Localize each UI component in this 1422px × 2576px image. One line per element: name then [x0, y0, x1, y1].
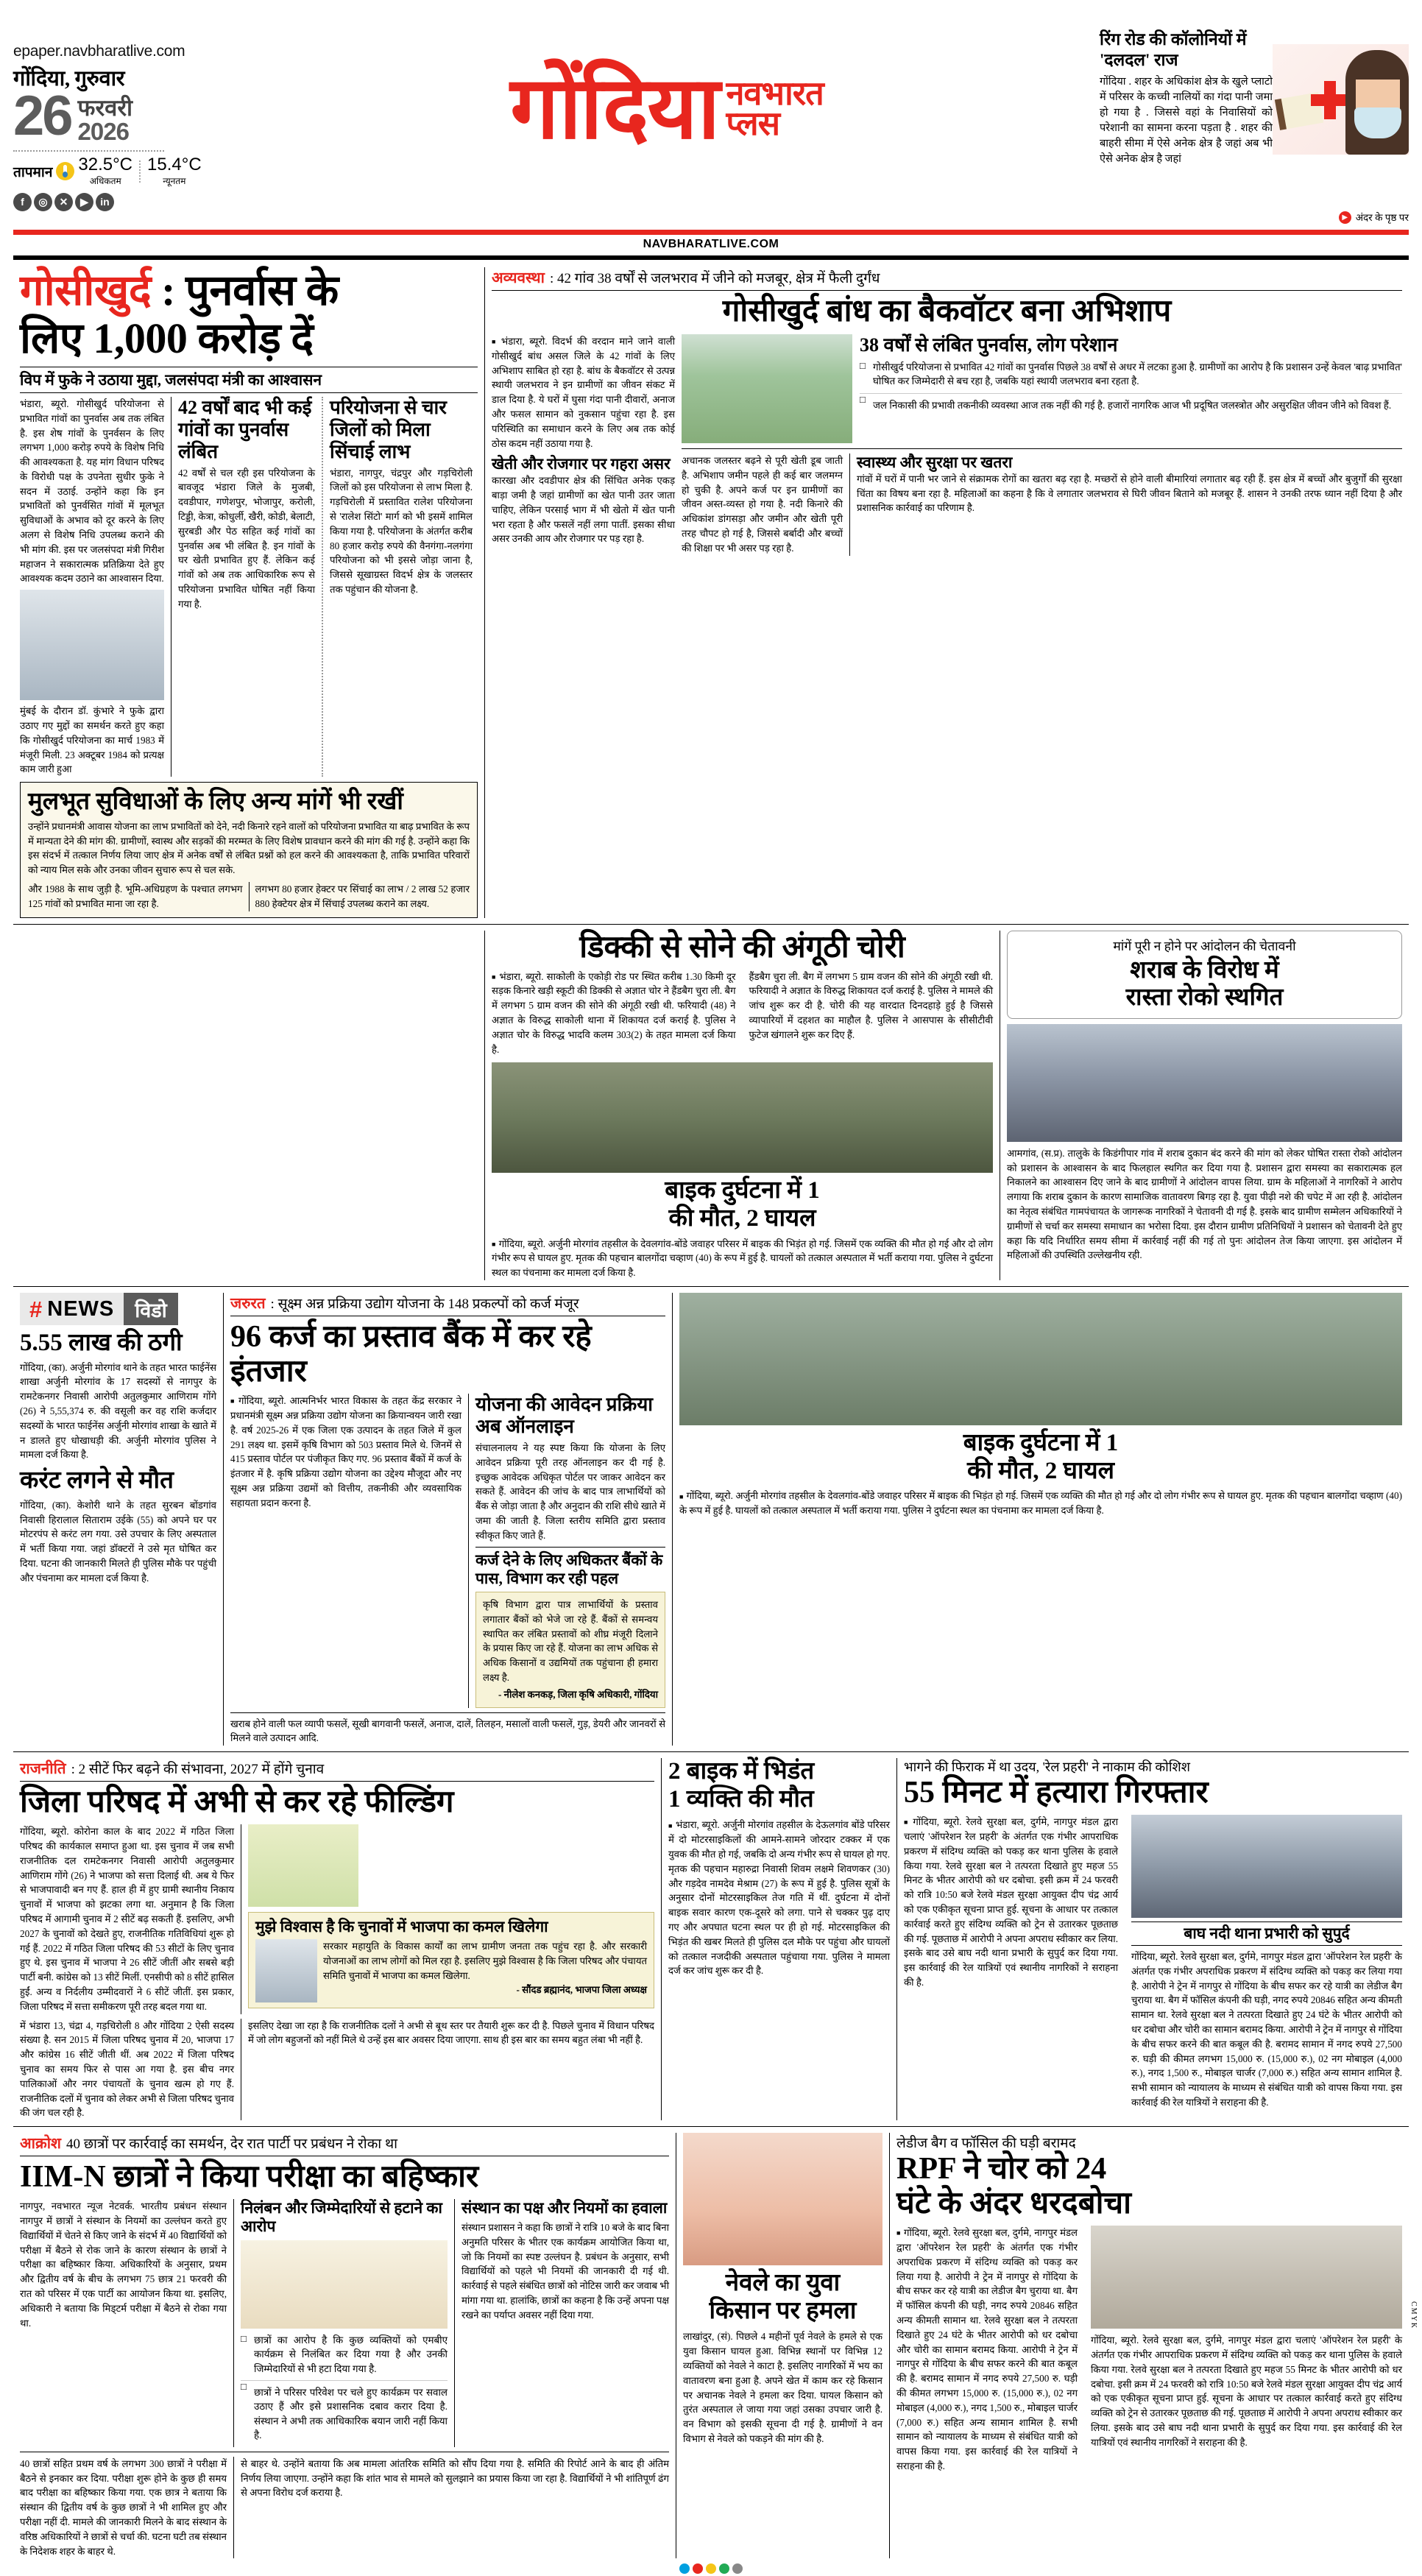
bike-headline-1: बाइक दुर्घटना में 1 — [665, 1177, 820, 1204]
thagi-headline: 5.55 लाख की ठगी — [20, 1330, 183, 1357]
promo-body: गोंदिया . शहर के अधिकांश क्षेत्र के खुले प्लाटो में परिसर के कच्ची नालियों का गंदा पानी जमा हो गया है . जिससे वहां के निवासियों को परेशानी का सामना करना पड़ता है . शहर की बाहरी सीमा में ऐसे अनेक क्षेत्र है जहां अब भी ऐसे अनेक क्षेत्र है जहां — [1100, 76, 1273, 166]
temperature-label: तापमान — [13, 164, 53, 180]
iim-bullet-1: □ छात्रों का आरोप है कि कुछ व्यक्तियों को एमबीए कार्यक्रम से निलंबित कर दिया गया है और उनकी जिम्मेदारियों से भी हटा दिया गया है. — [241, 2333, 448, 2376]
red-cross-icon — [1311, 81, 1349, 119]
water-bullet-1: □ गोसीखुर्द परियोजना से प्रभावित 42 गांवों का पुनर्वास पिछले 38 वर्षों से अधर में लटका हुआ है. ग्रामीणों का आरोप है कि प्रशासन उन्हें केवल 'बाढ़ प्रभावित' घोषित कर जिम्मेदारी से बच रहा है, जबकि यहां स्थायी जलभराव बना रहता है. — [860, 360, 1402, 389]
water-sub2-title: 38 वर्षों से लंबित पुनर्वास, लोग परेशान — [860, 334, 1118, 356]
water-right-block — [682, 334, 1402, 556]
temp-max-value: 32.5°C — [78, 154, 133, 174]
zp-kicker — [20, 1758, 654, 1782]
promo-headline-2: 'दलदल' राज — [1100, 50, 1178, 69]
bike-body: ■ गोंदिया, ब्यूरो. अर्जुनी मोरगांव तहसील के देवलगांव-बोंडे जवाहर परिसर में बाइक की भिड़ंत हो गई. जिसमें एक व्यक्ति की मौत हो गई और दो लोग गंभीर रूप से घायल हुए. मृतक की पहचान बालगोंदा चव्हाण (40) के रूप में हुई है. घायलों को तत्काल अस्पताल में भर्ती कराया गया. पुलिस ने दुर्घटना स्थल का पंचनामा कर मामला दर्ज किया है. — [492, 1237, 993, 1280]
color-registration-dot — [679, 2563, 690, 2574]
rpf-body: ■ गोंदिया, ब्यूरो. रेलवे सुरक्षा बल, दुर्गमे, नागपुर मंडल द्वारा 'ऑपरेशन रेल प्रहरी' के अंतर्गत एक गंभीर अपराधिक प्रकरण में संदिग्ध व्यक्ति को पकड़ कर लिया गया है. आरोपी ने ट्रेन में नागपुर से गोंदिया के बीच सफर कर रहे यात्री का लेडीज बैग चुराया था. बैग में फॉसिल कंपनी की घड़ी, नगद रुपये 20846 सहित अन्य कीमती सामान था. रेलवे सुरक्षा बल ने तत्परता दिखाते हुए 24 घंटे के भीतर आरोपी को धर दबोचा और चोरी का सामान बरामद किया. आरोपी ने ट्रेन में नागपुर से गोंदिया के बीच सफर करने की बात कबूल की है. बरामद सामान में नगद रुपये 27,500 रु. घड़ी की कीमत लगभग 15,000 रु. (15,000 रु.), 02 नग मोबाइल (4,000 रु.), नगद 1,500 रु., मोबाइल चार्जर (7,000 रु.) सहित अन्य सामान शामिल है. सभी सामान को न्यायालय के माध्यम से संबंधित यात्री को वापस किया गया. इस कार्रवाई की रेल यात्रियों ने सराहना की है. — [896, 2226, 1084, 2474]
loan-quote: कृषि विभाग द्वारा पात्र लाभार्थियों के प्रस्ताव लगातार बैंकों को भेजे जा रहे हैं. बैंकों से समन्वय स्थापित कर लंबित प्रस्तावों को शीघ्र मंजूरी दिलाने के प्रयास किए जा रहे हैं. योजना का लाभ अधिक से अधिक किसानों व उद्यमियों तक पहुंचाना ही हमारा लक्ष्य है. — [483, 1599, 658, 1683]
thermometer-icon — [56, 162, 74, 180]
masthead — [13, 0, 1409, 228]
loan-kicker — [230, 1293, 665, 1316]
ring-body-2: हैंडबैग चुरा ली. बैग में लगभग 5 ग्राम वजन की सोने की अंगूठी रखी थी. फरियादी ने अज्ञात के विरुद्ध शिकायत दर्ज कराई है. पुलिस ने मामले की जांच शुरू कर दी है. चोरी की यह वारदात दिनदहाड़े हुई है जिससे व्यापारियों में दहशत का माहौल है. पुलिस ने आसपास के सीसीटीवी फुटेज खंगालने शुरू कर दिए हैं. — [749, 970, 993, 1040]
rpf-photo-wrap — [1084, 2226, 1402, 2474]
iim-bodycol-1 — [20, 2199, 233, 2447]
loan-sub1-title: योजना की आवेदन प्रक्रिया अब ऑनलाइन — [475, 1394, 654, 1438]
loan-headline: 96 कर्ज का प्रस्ताव बैंक में कर रहे इंतजार — [230, 1320, 592, 1389]
epaper-url[interactable]: epaper.navbharatlive.com — [13, 43, 185, 60]
hash-icon: # — [29, 1296, 43, 1322]
bike2-headline-2: की मौत, 2 घायल — [966, 1457, 1115, 1484]
zp-kicker-tag: राजनीति — [20, 1761, 66, 1778]
promo-footnote — [1339, 211, 1409, 224]
zp-body-2: में भंडारा 13, चंद्रा 4, गड़चिरोली 8 और गोंदिया 2 ऐसी सदस्य संख्या है. सन 2015 में जिला परिषद चुनाव में 20, भाजपा 17 और कांग्रेस 16 सीटें जीती थीं. अब 2022 में जिला परिषद चुनाव का समय फिर से पास आ गया है. इस बीच नगर पालिकाओं और नगर पंचायतों के चुनाव खत्म हो गए हैं. राजनीतिक दलों में चुनाव को लेकर अभी से जिला परिषद चुनाव की जंग चल रही है. — [20, 2019, 234, 2119]
iim-kicker — [20, 2133, 669, 2156]
water-headline: गोसीखुर्द बांध का बैकवॉटर बना अभिशाप — [722, 294, 1172, 328]
rpf-recovery-photo — [1091, 2226, 1402, 2329]
nevla-headline-1: नेवले का युवा — [725, 2270, 841, 2297]
water-photo — [682, 334, 852, 443]
iim-headline: IIM-N छात्रों ने किया परीक्षा का बहिष्कार — [20, 2160, 479, 2195]
murder-body-cont: गोंदिया, ब्यूरो. रेलवे सुरक्षा बल, दुर्गमे, नागपुर मंडल द्वारा 'ऑपरेशन रेल प्रहरी' के अंतर्गत एक गंभीर अपराधिक प्रकरण में संदिग्ध व्यक्ति को पकड़ कर लिया गया है. आरोपी ने ट्रेन में नागपुर से गोंदिया के बीच सफर कर रहे यात्री का लेडीज बैग चुराया था. बैग में फॉसिल कंपनी की घड़ी, नगद रुपये 20846 सहित अन्य कीमती सामान था. रेलवे सुरक्षा बल ने तत्परता दिखाते हुए 24 घंटे के भीतर आरोपी को धर दबोचा और चोरी का सामान बरामद किया. आरोपी ने ट्रेन में नागपुर से गोंदिया के बीच सफर करने की बात कबूल की है. बरामद सामान में नगद रुपये 27,500 रु. घड़ी की कीमत लगभग 15,000 रु. (15,000 रु.), 02 नग मोबाइल (4,000 रु.), नगद 1,500 रु., मोबाइल चार्जर (7,000 रु.) सहित अन्य सामान शामिल है. सभी सामान को न्यायालय के माध्यम से संबंधित यात्री को वापस किया गया. इस कार्रवाई की रेल यात्रियों ने सराहना की है. — [1131, 1950, 1402, 2108]
iim-bodycol-3 — [454, 2199, 669, 2447]
website-line: NAVBHARATLIVE.COM — [643, 238, 779, 250]
murder-body: ■ गोंदिया, ब्यूरो. रेलवे सुरक्षा बल, दुर्गमे, नागपुर मंडल द्वारा चलाएं 'ऑपरेशन रेल प्रहरी' के अंतर्गत एक गंभीर आपराधिक प्रकरण में संदिग्ध व्यक्ति को पकड़ कर थाना पुलिस के हवाले किया गया. रेलवे सुरक्षा बल ने तत्परता दिखाते हुए महज 55 मिनट के भीतर आरोपी को धर दबोचा. इसी क्रम में 24 फरवरी को रात्रि 10:50 बजे रेलवे मंडल सुरक्षा आयुक्त दीप चंद्र आर्य को एक एकीकृत सूचना प्राप्त हुई. सूचना के आधार पर तत्काल कार्रवाई करते हुए संदिग्ध व्यक्ति को ट्रेन से उतारकर पूछताछ की गई. पूछताछ में आरोपी ने अपना अपराध स्वीकार कर लिया. इसके बाद उसे बाघ नदी थाना प्रभारी के सुपुर्द कर दिया गया. इस कार्रवाई की रेल यात्रियों एवं स्थानीय नागरिकों ने सराहना की है. — [904, 1815, 1125, 2110]
loan-sub2-title: कर्ज देने के लिए अधिकतर बैंकों के पास, विभाग कर रही पहल — [475, 1547, 665, 1588]
loan-body: ■ गोंदिया, ब्यूरो. आत्मनिर्भर भारत विकास के तहत केंद्र सरकार ने प्रधानमंत्री सूक्ष्म अन्न प्रक्रिया उद्योग योजना का क्रियान्वयन जारी रखा है. वर्ष 2025-26 में एक जिला एक उत्पादन के तहत जिले में कुल 291 लक्ष्य था. इसमें कृषि विभाग को 503 प्रस्ताव मिले थे. जिनमें से 415 प्रस्ताव पोर्टल पर पंजीकृत किए गए. 96 प्रस्ताव बैंकों में कर्ज के इंतजार में है. कृषि प्रक्रिया उद्योग योजना का उद्देश्य मौजूदा और नए सूक्ष्म अन्न प्रक्रिया उद्यमों को वित्तीय, तकनीकी और व्यवसायिक सहायता प्रदान करना है. — [230, 1394, 461, 1510]
color-registration-dot — [732, 2563, 743, 2574]
bike-headline-2: की मौत, 2 घायल — [668, 1205, 816, 1232]
lead-bodycol-1 — [20, 397, 171, 777]
lead-headline-colon: : — [161, 267, 175, 314]
date-year: 2026 — [77, 118, 129, 145]
water-kicker-text: : 42 गांव 38 वर्षों से जलभराव में जीने को मजबूर, क्षेत्र में फैली दुर्गंध — [549, 271, 880, 286]
iim-sub1-title: निलंबन और जिम्मेदारियों से हटाने का आरोप — [241, 2199, 442, 2235]
lead-headline-red: गोसीखुर्द — [20, 267, 152, 314]
loan-bodycol-1 — [230, 1394, 468, 1707]
loan-bodycol-2 — [468, 1394, 665, 1707]
water-sub3-body: अचानक जलस्तर बढ़ने से पूरी खेती डूब जाती है. अभिशाप जमीन पहले ही कई बार जलमग्न हो चुकी है. अपने कर्ज पर इन ग्रामीणों का जीवन अस्त-व्यस्त हो गया है. नदी किनारे की अधिकांश डांगसड़ा और जमीन और खेती पूरी तरह चौपट हो गई है, जिससे बर्बादी और बच्चों की शिक्षा पर भी असर पड़ रहा है. — [682, 455, 843, 554]
iim-body-1: नागपुर, नवभारत न्यूज नेटवर्क. भारतीय प्रबंधन संस्थान नागपुर में छात्रों ने संस्थान के नियमों का उल्लंघन करते हुए विद्यार्थियों में चेतने से किए जाने के संदर्भ में 40 विद्यार्थियों को परीक्षा में बैठने से रोक जाने के कारण संस्थान के छात्रों ने परीक्षा का बहिष्कार किया. अधिकारियों के अनुसार, प्रथम और द्वितीय वर्ष के बीच के लगभग 75 छात्र 21 फरवरी की रात को परिसर में एक पार्टी का आयोजन किया था. इसलिए, अधिकारी ने बताया कि मिड्टर्म परीक्षा में बैठने से रोका गया था. — [20, 2201, 227, 2329]
zp-quote-box — [248, 1912, 654, 2008]
lead-sub1-title: 42 वर्षों बाद भी कई गांवों का पुनर्वास लंबित — [178, 396, 312, 462]
zp-quote-portrait — [255, 1939, 317, 2002]
liquor-protest-photo — [1007, 1024, 1402, 1142]
current-death-headline: करंट लगने से मौत — [20, 1467, 174, 1495]
murder-headline: 55 मिनट में हत्यारा गिरफ्तार — [904, 1776, 1209, 1810]
youtube-icon[interactable]: ▶ — [75, 193, 93, 211]
lead-portrait-photo — [20, 590, 164, 700]
rpf-body-cont: गोंदिया, ब्यूरो. रेलवे सुरक्षा बल, दुर्गमे, नागपुर मंडल द्वारा चलाएं 'ऑपरेशन रेल प्रहरी' के अंतर्गत एक गंभीर आपराधिक प्रकरण में संदिग्ध व्यक्ति को पकड़ कर थाना पुलिस के हवाले किया गया. रेलवे सुरक्षा बल ने तत्परता दिखाते हुए महज 55 मिनट के भीतर आरोपी को धर दबोचा. इसी क्रम में 24 फरवरी को रात्रि 10:50 बजे रेलवे मंडल सुरक्षा आयुक्त दीप चंद्र आर्य को एक एकीकृत सूचना प्राप्त हुई. सूचना के आधार पर तत्काल कार्रवाई करते हुए संदिग्ध व्यक्ति को ट्रेन से उतारकर पूछताछ की गई. पूछताछ में आरोपी ने अपना अपराध स्वीकार कर लिया. इसके बाद उसे बाघ नदी थाना प्रभारी के सुपुर्द कर दिया गया. इस कार्रवाई की रेल यात्रियों एवं स्थानीय नागरिकों ने सराहना की है. — [1091, 2335, 1402, 2448]
iim-sub2-body: संस्थान प्रशासन ने कहा कि छात्रों ने रात्रि 10 बजे के बाद बिना अनुमति परिसर के भीतर एक कार्यक्रम आयोजित किया था, जो कि नियमों का स्पष्ट उल्लंघन है. प्रबंधन के अनुसार, सभी विद्यार्थियों को पहले भी नियमों की जानकारी दी गई थी. कार्रवाई से पहले संबंधित छात्रों को नोटिस जारी कर जवाब भी मांगा गया था. हालांकि, छात्रों का कहना है कि उन्हें अपना पक्ष रखने का पर्याप्त अवसर नहीं दिया गया. — [461, 2221, 669, 2321]
rpf-headline-2: घंटे के अंदर धरदबोचा — [896, 2187, 1132, 2221]
lead-left-col — [13, 267, 484, 918]
liquor-body: आमगांव, (स.प्र). तालुके के किडंगीपार गांव में शराब दुकान बंद करने की मांग को लेकर घोषित रास्ता रोको आंदोलन को प्रशासन के आश्वासन के बाद फिलहाल स्थगित कर दिया गया है. प्रशासन द्वारा समस्या का सकारात्मक हल निकालने का आश्वासन दिए जाने के बाद ग्रामीणों ने आंदोलन वापस लिया. ग्राम के महिलाओं ने नागरिकों ने आरोप लगाया कि शराब दुकान के कारण सामाजिक वातावरण बिगड़ रहा है. युवा पीढ़ी नशे की चपेट में आ रही है. आंदोलन का नेतृत्व संबंधित गामपंचायत के जागरूक नागरिकों ने चेतावनी दी गई है. इसके बाद ग्रामीण सम्मेलन अधिकारियों ने ग्रामीणों से चर्चा कर समस्या समाधान का भरोसा दिया. इस दौरान ग्रामीण प्रतिनिधियों ने प्रशासन को चेतावनी देते हुए कहा कि यदि निर्धारित समय सीमा में कार्रवाई नहीं की गई तो पुनः आंदोलन तेज किया जाएगा. इस आंदोलन में महिलाओं की उपस्थिति उल्लेखनीय रही. — [1007, 1147, 1402, 1261]
bike2-body: ■ गोंदिया, ब्यूरो. अर्जुनी मोरगांव तहसील के देवलगांव-बोंडे जवाहर परिसर में बाइक की भिड़ंत हो गई. जिसमें एक व्यक्ति की मौत हो गई और दो लोग गंभीर रूप से घायल हुए. मृतक की पहचान बालगोंदा चव्हाण (40) के रूप में हुई है. घायलों को तत्काल अस्पताल में भर्ती कराया गया. पुलिस ने दुर्घटना स्थल का पंचनामा कर मामला दर्ज किया है. — [679, 1489, 1402, 1518]
iim-sub2-title: संस्थान का पक्ष और नियमों का हवाला — [461, 2199, 668, 2217]
iim-kicker-tag: आक्रोश — [20, 2136, 61, 2153]
liquor-headline-2: रास्ता रोको स्थगित — [1125, 984, 1284, 1012]
iim-body-3: से बाहर थे. उन्होंने बताया कि अब मामला आंतरिक समिति को सौंप दिया गया है. समिति की रिपोर्ट आने के बाद ही अंतिम निर्णय लिया जाएगा. उन्होंने कहा कि शांत भाव से मामले को सुलझाने का प्रयास किया जा रहा है. विद्यार्थियों ने भी शांतिपूर्ण ढंग से अपना विरोध दर्ज कराया है. — [233, 2457, 669, 2559]
nevla-body: लाखांदुर, (सं). पिछले 4 महीनों पूर्व नेवले के हमले से एक युवा किसान घायल हुआ. विभिन्न स्थानों पर विभिन्न 12 व्यक्तियों को नेवले ने काटा है. इसलिए नागरिकों में भय का वातावरण बना हुआ है. अपने खेत में काम कर रहे किसान पर अचानक नेवले ने हमला कर दिया. घायल किसान को तुरंत अस्पताल ले जाया गया जहां उसका उपचार जारी है. वन विभाग को इसकी सूचना दी गई है. ग्रामीणों ने वन विभाग से नेवले को पकड़ने की मांग की है. — [683, 2331, 882, 2444]
midrow-1 — [13, 924, 1409, 1280]
masthead-promo — [1100, 0, 1409, 228]
midrow1-spacer — [13, 931, 484, 1280]
accident-photo — [492, 1062, 993, 1173]
murder-police-photo — [1131, 1815, 1402, 1918]
temp-separator — [139, 160, 141, 183]
zp-rightcol — [241, 1824, 654, 2014]
zp-kicker-text: : 2 सीटें फिर बढ़ने की संभावना, 2027 में होंगे चुनाव — [71, 1762, 325, 1778]
logo-subtitle-1: नवभारत — [726, 74, 824, 112]
lead-stat-right: लगभग 80 हजार हेक्टर पर सिंचाई का लाभ / 2 लाख 52 हजार 880 हेक्टेयर क्षेत्र में सिंचाई उपलब्ध कराने का लक्ष्य. — [249, 882, 470, 911]
masthead-red-rule — [13, 230, 1409, 235]
water-sub4-title: स्वास्थ्य और सुरक्षा पर खतरा — [857, 454, 1013, 472]
edition-place-day: गोंदिया, गुरुवार — [13, 67, 125, 91]
logo-title: गोंदिया — [510, 60, 719, 157]
news-badge-label: NEWS — [47, 1296, 115, 1321]
zp-bodycol-1 — [20, 1824, 241, 2014]
nevla-story — [676, 2133, 889, 2558]
temp-min-value: 15.4°C — [147, 154, 202, 174]
lead-body-1: भंडारा, ब्यूरो. गोसीखुर्द परियोजना से प्रभावित गांवों का पुनर्वास अब तक लंबित है. इस शेष गांवों के पुनर्वसन के लिए लगभग 1,000 करोड़ रुपये के विशेष निधि की आवश्यकता है. यह मांग विधान परिषद के विरोधी पक्ष के उपनेता सुधीर फुके ने सदन में उठाई. उन्होंने कहा कि इन प्रभावितों को पुनर्वसित गांवों में मूलभूत सुविधाओं के अभाव को दूर करने के लिए अलग से विशेष निधि उपलब्ध कराने की भी मांग की. इस पर जलसंपदा मंत्री गिरीश महाजन ने सकारात्मक प्रतिक्रिया देते हुए आवश्यक कदम उठाने का आश्वासन दिया. — [20, 398, 164, 585]
lead-stat-left: और 1988 के साथ जुड़ी है. भूमि-अधिग्रहण के पश्चात लगभग 125 गांवों को प्रभावित माना जा रहा है. — [28, 883, 243, 909]
thagi-body: गोंदिया, (का). अर्जुनी मोरगांव थाने के तहत भारत फाईनेंस शाखा अर्जुनी मोरगांव के 17 सदस्यों से नागपुर के रामटेकनगर निवासी आरोपी अतुलकुमार आणिराम गोंगे (26) ने 5,55,374 रु. की वसूली कर वह राशि कर्जदार सदस्यों के भारत फाईनेंस अर्जुनी मोरगांव शाखा के खाते में न डालते हुए धोखाधड़ी की. अर्जुनी मोरगांव पुलिस ने मामला दर्ज किया है. — [20, 1361, 216, 1461]
lead-row — [13, 267, 1409, 918]
murder-subcap: बाघ नदी थाना प्रभारी को सुपुर्द — [1131, 1922, 1402, 1946]
lead-bodycol-3 — [322, 397, 473, 777]
water-byline-body: ■ भंडारा, ब्यूरो. विदर्भ की वरदान माने जाने वाली गोसीखुर्द बांध असल जिले के 42 गांवों के लिए अभिशाप साबित हो रहा है. बांध के बैकवॉटर से उत्पन्न स्थायी जलभराव ने इन ग्रामीणों का जीवन संकट में डाल दिया है. ये घरों में घुसा गंदा पानी दीवारों, अनाज और फसल सामान को नुकसान पहुंचा रहा है. इस परिस्थिति का समाधान करने के लिए अब तक कोई ठोस कदम नहीं उठाया गया है. — [492, 334, 675, 451]
divider-dotted — [13, 150, 164, 152]
iim-bodycol-2 — [233, 2199, 454, 2447]
loan-kicker-tag: जरुरत — [230, 1296, 266, 1313]
liquor-kicker: मांगें पूरी न होने पर आंदोलन की चेतावनी — [1113, 938, 1296, 953]
seats-table-wrap — [358, 1824, 654, 1907]
nurse-graphic — [1345, 50, 1409, 155]
lead-headline-line1 — [20, 267, 478, 315]
temp-max-label: अधिकतम — [89, 175, 121, 186]
zp-chart-note: इसलिए देखा जा रहा है कि राजनीतिक दलों ने अभी से बूथ स्तर पर तैयारी शुरू कर दी है. पिछले चुनाव में विधान परिषद में जो लोग बहुजनों को नहीं मिले थे उन्हें इस बार अवसर दिया जाएगा. साथ ही इस बार का समय बहुत लंबा भी नहीं है. — [241, 2019, 654, 2121]
promo-headline-1: रिंग रोड की कॉलोनियों में — [1100, 30, 1247, 49]
iim-protest-illustration — [241, 2240, 448, 2329]
rpf-story — [889, 2133, 1409, 2558]
zp-body-1: गोंदिया, ब्यूरो. कोरोना काल के बाद 2022 में गठित जिला परिषद की कार्यकाल समाप्त हुआ था. इस चुनाव में जब सभी राजनीतिक दल रामटेकनगर निवासी आरोपी अतुलकुमार आणिराम गोंगे (26) ने भाजपा को सत्ता दिलाई थी. अब ये फिर से भाजपावादी बन गए हैं. हाल ही में हुए ग्रामी स्थानीय निकाय चुनावों में भाजपा को झटका लगा था. अनुमान है कि जिला परिषद में आगामी चुनाव में 2 सीटें बढ़ सकती हैं. इसलिए, अभी 2027 के चुनावों को देखते हुए, राजनीतिक गतिविधियां शुरू हो गई हैं. 2022 में गठित जिला परिषद की 53 सीटों के लिए चुनाव हुए थे. इस चुनाव में भाजपा ने 26 सीटें जीतीं और सबसे बड़ी पार्टी बनी. कांग्रेस को 13 सीटें मिलीं. एनसीपी को 8 सीटें हासिल हुईं. अन्य व निर्दलीय उम्मीदवारों ने 6 सीटें जीतीं. इस प्रकार, जिला परिषद में सत्ता समीकरण पूरी तरह बदल गया था. — [20, 1826, 234, 2012]
water-bodycol-2 — [682, 454, 849, 556]
lead-note-title: मुलभूत सुविधाओं के लिए अन्य मांगें भी रखीं — [28, 788, 403, 816]
loan-story — [223, 1293, 672, 1746]
color-registration-dot — [719, 2563, 729, 2574]
color-registration-dot — [706, 2563, 716, 2574]
ring-headline: डिक्की से सोने की अंगूठी चोरी — [579, 930, 905, 964]
logo-subtitle-2: प्लस — [726, 105, 780, 142]
rpf-headline-1: RPF ने चोर को 24 — [896, 2152, 1107, 2187]
lead-bodycol-2 — [171, 397, 322, 777]
water-bodycol-1 — [492, 334, 682, 556]
ring-body-1: ■ भंडारा, ब्यूरो. साकोली के एकोड़ी रोड पर स्थित करीब 1.30 किमी दूर सड़क किनारे खड़ी स्कूटी की डिक्की से अज्ञात चोर ने हैंडबैग चुरा ली. बैग में लगभग 5 ग्राम वजन की सोने की अंगूठी रखी थी. फरियादी (48) ने अज्ञात के विरुद्ध साकोली थाना में शिकायत दर्ज कराई है. पुलिस ने अज्ञात चोर के विरुद्ध भादवि कलम 303(2) के तहत मामला दर्ज किया है. — [492, 970, 743, 1057]
rpf-kicker: लेडीज बैग व फॉसिल की घड़ी बरामद — [896, 2136, 1076, 2152]
iim-body-2: 40 छात्रों सहित प्रथम वर्ष के लगभग 300 छात्रों ने परीक्षा में बैठने से इनकार कर दिया. परीक्षा शुरू होने के कुछ ही समय बाद परीक्षा का बहिष्कार किया गया. एक छात्र ने बताया कि संस्थान की द्वितीय वर्ष के कुछ छात्रों ने भी शामिल हुए और परीक्षा नहीं दी. मामले की जानकारी मिलने के बाद संस्थान के वरिष्ठ अधिकारियों ने छात्रों से चर्चा की. घटना घटी तब संस्थान के निदेशक शहर के बाहर थे. — [20, 2457, 227, 2557]
zp-election-photo — [248, 1824, 358, 1907]
lead-sub2-body: भंडारा, नागपुर, चंद्रपुर और गड़चिरोली जिलों को इस परियोजना से लाभ मिला है. गड़चिरोली में प्रस्तावित रालेश परियोजना से 'रालेश सिंटो' मार्ग को भी इसमें शामिल किया गया है. परियोजना के अंतर्गत करीब 80 हजार करोड़ रुपये की वैनगंगा-नलगंगा परियोजना को भी इससे जोड़ा जाना है, जिससे सूखाग्रस्त विदर्भ क्षेत्र के जलस्तर तक पहुंचान की योजना है. — [330, 467, 473, 595]
lead-sub2-title: परियोजना से चार जिलों को मिला सिंचाई लाभ — [330, 396, 447, 462]
linkedin-icon[interactable]: in — [96, 193, 114, 211]
water-bullet-list — [860, 360, 1402, 412]
cmyk-mark: CMYK — [1409, 2301, 1418, 2329]
arrow-icon: ▶ — [1339, 211, 1351, 224]
water-bodycol-3 — [849, 454, 1402, 556]
lead-subhead: विप में फुके ने उठाया मुद्दा, जलसंपदा मंत्री का आश्वासन — [20, 367, 478, 393]
iim-bullets — [241, 2333, 448, 2443]
lead-note-body: उन्होंने प्रधानमंत्री आवास योजना का लाभ प्रभावितों को देने, नदी किनारे रहने वालों को परियोजना प्रभावित या बाढ़ प्रभावित के रूप में मान्यता देने की मांग की. ग्रामीणों, स्वास्थ और सड़कों की मरम्मत के लिए विशेष प्रावधान करने की मांग की गई है. उन्होंने कहा कि इस संदर्भ में तत्काल निर्णय लिया जाए क्षेत्र में अनेक वर्षों से लंबित प्रश्नों को हल करने की आवश्यकता है, ताकि प्रभावित परिवारों को न्याय मिल सके और उनका जीवन सुचारु रूप से चल सके. — [28, 820, 470, 876]
top-rule — [13, 255, 1409, 260]
zp-quote-by: - सौंदड ब्रह्मानंद, भाजपा जिला अध्यक्ष — [516, 1984, 647, 1996]
current-death-body: गोंदिया, (का). केशोरी थाने के तहत सुरबन बोंडगांव निवासी हिरालाल सिताराम उईके (55) को अपने घर पर मोटरपंप से करंट लग गया. उसे उपचार के लिए अस्पताल में भर्ती किया गया. जहां डॉक्टरों ने उसे मृत घोषित कर दिया. घटना की जानकारी मिलते ही पुलिस मौके पर पहुंची और पंचनामा कर मामला दर्ज किया है. — [20, 1499, 216, 1584]
nevla-injury-photo — [683, 2133, 882, 2265]
lead-left-body-row — [20, 397, 478, 777]
bottom-row — [13, 2126, 1409, 2558]
footer-color-dots — [13, 2558, 1409, 2576]
water-sub1-body: कारखा और दवडीपार क्षेत्र की सिंचित अनेक एकड़ बाड़ा जमी है जहां ग्रामीणों का खेत पानी उतर जाता चाहिए, लेकिन परसाई भाग में भी खेतो में खेत पानी भरा रहता है और फसलें नहीं लगा पातीं. इसका सीधा असर उनकी आय और रोजगार पर पड़ रहा है. — [492, 475, 675, 545]
instagram-icon[interactable]: ◎ — [34, 193, 52, 211]
loan-quote-box — [475, 1592, 665, 1708]
color-registration-dot — [693, 2563, 703, 2574]
bike-accident-photo — [679, 1293, 1402, 1425]
murder-photo-wrap — [1125, 1815, 1402, 2110]
bike2-headline-1: बाइक दुर्घटना में 1 — [963, 1430, 1119, 1457]
lead-note-box — [20, 782, 478, 917]
masthead-logo — [234, 0, 1100, 228]
date-day: 26 — [13, 85, 71, 147]
zp-quote-body: सरकार महायुति के विकास कार्यों का लाभ ग्रामीण जनता तक पहुंच रहा है. और सरकारी योजनाओं का लाभ लोगों को मिल रहा है. इसलिए मुझे विश्वास है कि जिला परिषद और पंचायत समिति चुनावों में भाजपा का कमल खिलेगा. — [323, 1940, 647, 1981]
news-badge[interactable] — [20, 1293, 216, 1325]
twobike-headline-2: 1 व्यक्ति की मौत — [668, 1785, 814, 1813]
temperature-block — [13, 156, 234, 187]
murder-story — [896, 1758, 1409, 2120]
promo-illustration — [1273, 44, 1409, 155]
iim-bullet-2: □ छात्रों ने परिसर परिवेश पर चले हुए कार्यक्रम पर सवाल उठाए हैं और इसे प्रशासनिक दबाव करार दिया है. संस्थान ने अभी तक आधिकारिक बयान जारी नहीं किया है. — [241, 2380, 448, 2443]
promo-footnote-text: अंदर के पृष्ठ पर — [1355, 212, 1409, 223]
iim-kicker-text: 40 छात्रों पर कार्रवाई का समर्थन, देर रात पार्टी पर प्रबंधन ने रोका था — [66, 2136, 398, 2153]
lead-sub1-body: 42 वर्षों से चल रही इस परियोजना के बावजूद भंडारा जिले के मुजबी, दवडीपार, गणेशपुर, भोजापुर, करोली, टिड्डी, केत्रा, कोधुर्ली, खैरी, कोडी, बेलाटी, सुरबडी और पेठ सहित कई गांवों का पुनर्वास अब भी लंबित है. इन गांवों के घर खेती प्रभावित हुए हैं. लेकिन कई गांवों को अब तक आधिकारिक रूप से परियोजना प्रभावित घोषित नहीं किया गया है. — [178, 467, 315, 610]
date-month: फरवरी — [77, 95, 133, 121]
zp-story — [13, 1758, 661, 2120]
water-kicker — [492, 267, 1402, 291]
twitter-x-icon[interactable]: ✕ — [54, 193, 73, 211]
lead-body-2: मुंबई के दौरान डॉ. कुंभारे ने फुके द्वारा उठाए गए मुद्दों का समर्थन करते हुए कहा कि गोसीखुर्द परियोजना का मार्च 1983 में मंजूरी मिली. 23 अक्टूबर 1984 को प्रत्यक्ष काम जारी हुआ — [20, 705, 164, 775]
lead-headline-line2: लिए 1,000 करोड़ दें — [20, 314, 314, 362]
water-sub4-body: गांवों में घरों में पानी भर जाने से संक्रामक रोगों का खतरा बढ़ रहा है. मच्छरों से होने वाली बीमारियां लगातार बढ़ रही हैं. इस क्षेत्र में बच्चों और बुजुर्गों की सुरक्षा चिंता का विषय बना रहा है. महिलाओं का कहना है कि वे लगातार जलभराव से घिरी जीवन बिताने को मजबूर हैं. शासन ने उनकी तरफ ध्यान नहीं दिया है और प्रशासनिक कार्रवाई का परिणाम है. — [857, 473, 1402, 514]
masthead-left — [13, 0, 234, 228]
zp-row — [13, 1751, 1409, 2120]
facebook-icon[interactable]: f — [13, 193, 32, 211]
loan-sub1-body: संचालनालय ने यह स्पष्ट किया कि योजना के लिए आवेदन प्रक्रिया पूरी तरह ऑनलाइन कर दी गई है. इच्छुक आवेदक अधिकृत पोर्टल पर जाकर आवेदन कर सकते हैं. आवेदन की जांच के बाद पात्र लाभार्थियों को बैंक से जोड़ा जाता है और अनुदान की राशि सीधे खाते में जमा की जाती है. जिला स्तरीय समिति द्वारा प्रस्ताव स्वीकृत किए जाते हैं. — [475, 1441, 665, 1541]
twobike-headline-1: 2 बाइक में भिडंत — [668, 1758, 815, 1785]
news-column — [13, 1293, 223, 1746]
video-badge-label[interactable]: विडो — [124, 1293, 177, 1325]
water-sub1-title: खेती और रोजगार पर गहरा असर — [492, 455, 671, 473]
lead-headline-rest1: पुनर्वास के — [185, 267, 339, 314]
date-block — [13, 85, 234, 147]
iim-story — [13, 2133, 676, 2558]
loan-quote-by: - नीलेश कनकड़, जिला कृषि अधिकारी, गोंदिया — [498, 1688, 658, 1700]
bike2-left-story — [661, 1758, 896, 2120]
ring-theft-story — [484, 931, 1000, 1280]
twobike-body: ■ भंडारा, ब्यूरो. अर्जुनी मोरगांव तहसील के देऊलगांव बोंडे परिसर में दो मोटरसाइकिलों की आमने-सामने जोरदार टक्कर में एक युवक की मौत हो गई, जबकि दो अन्य गंभीर रूप से घायल हो गए. मृतक की पहचान महारुद्रा निवासी शिवम लक्षमे शिवणकर (30) और गड़देव नामदेव मेश्राम (27) के रूप में हुई है. पुलिस सूत्रों के अनुसार दोनों मोटरसाइकिल तेज गति में थीं. दुर्घटना में दोनों बाइक सवार कारण एक-दूसरे को लगा. पाने से चक्कर पुढ़ दाए गए और अपघात घटना स्थल पर ही हो गई. मोटरसाइकिल की भिड़ंत की खबर मिलते ही पुलिस दल मौके पर पहुंचा और घायलों को तत्काल नजदीकी अस्पताल पहुंचाया गया. पुलिस ने मामला दर्ज कर जांच शुरू कर दी है. — [668, 1818, 890, 1978]
loan-kicker-text: : सूक्ष्म अन्न प्रक्रिया उद्योग योजना के 148 प्रकल्पों को कर्ज मंजूर — [270, 1296, 579, 1313]
water-bullet-2: □ जल निकासी की प्रभावी तकनीकी व्यवस्था आज तक नहीं की गई है. हजारों नागरिक आज भी प्रदूषित जलस्त्रोत और असुरक्षित जीवन जीने को विवश हैं. — [860, 393, 1402, 412]
loan-list-line: खराब होने वाली फल व्यापी फसलें, सूखी बागवानी फसलें, अनाज, दालें, तिलहन, मसालों वाली फसलें, गुड़, डेयरी और जानवरों से मिलने वाले उत्पादन आदि. — [230, 1712, 665, 1746]
water-story — [484, 267, 1409, 918]
zp-quote-title: मुझे विश्वास है कि चुनावों में भाजपा का कमल खिलेगा — [255, 1918, 548, 1936]
zp-headline: जिला परिषद में अभी से कर रहे फील्डिंग — [20, 1785, 454, 1820]
liquor-headline-1: शराब के विरोध में — [1130, 956, 1279, 984]
liquor-head-box — [1007, 931, 1402, 1019]
loanrow — [13, 1286, 1409, 1746]
temp-min-label: न्यूनतम — [163, 175, 186, 186]
bike2-story — [672, 1293, 1409, 1746]
murder-kicker: भागने की फिराक में था उदय, 'रेल प्रहरी' ने नाकाम की कोशिश — [904, 1760, 1190, 1775]
liquor-story — [1000, 931, 1409, 1280]
social-links — [13, 193, 234, 211]
water-kicker-tag: अव्यवस्था — [492, 270, 545, 286]
nevla-headline-2: किसान पर हमला — [709, 2297, 857, 2324]
